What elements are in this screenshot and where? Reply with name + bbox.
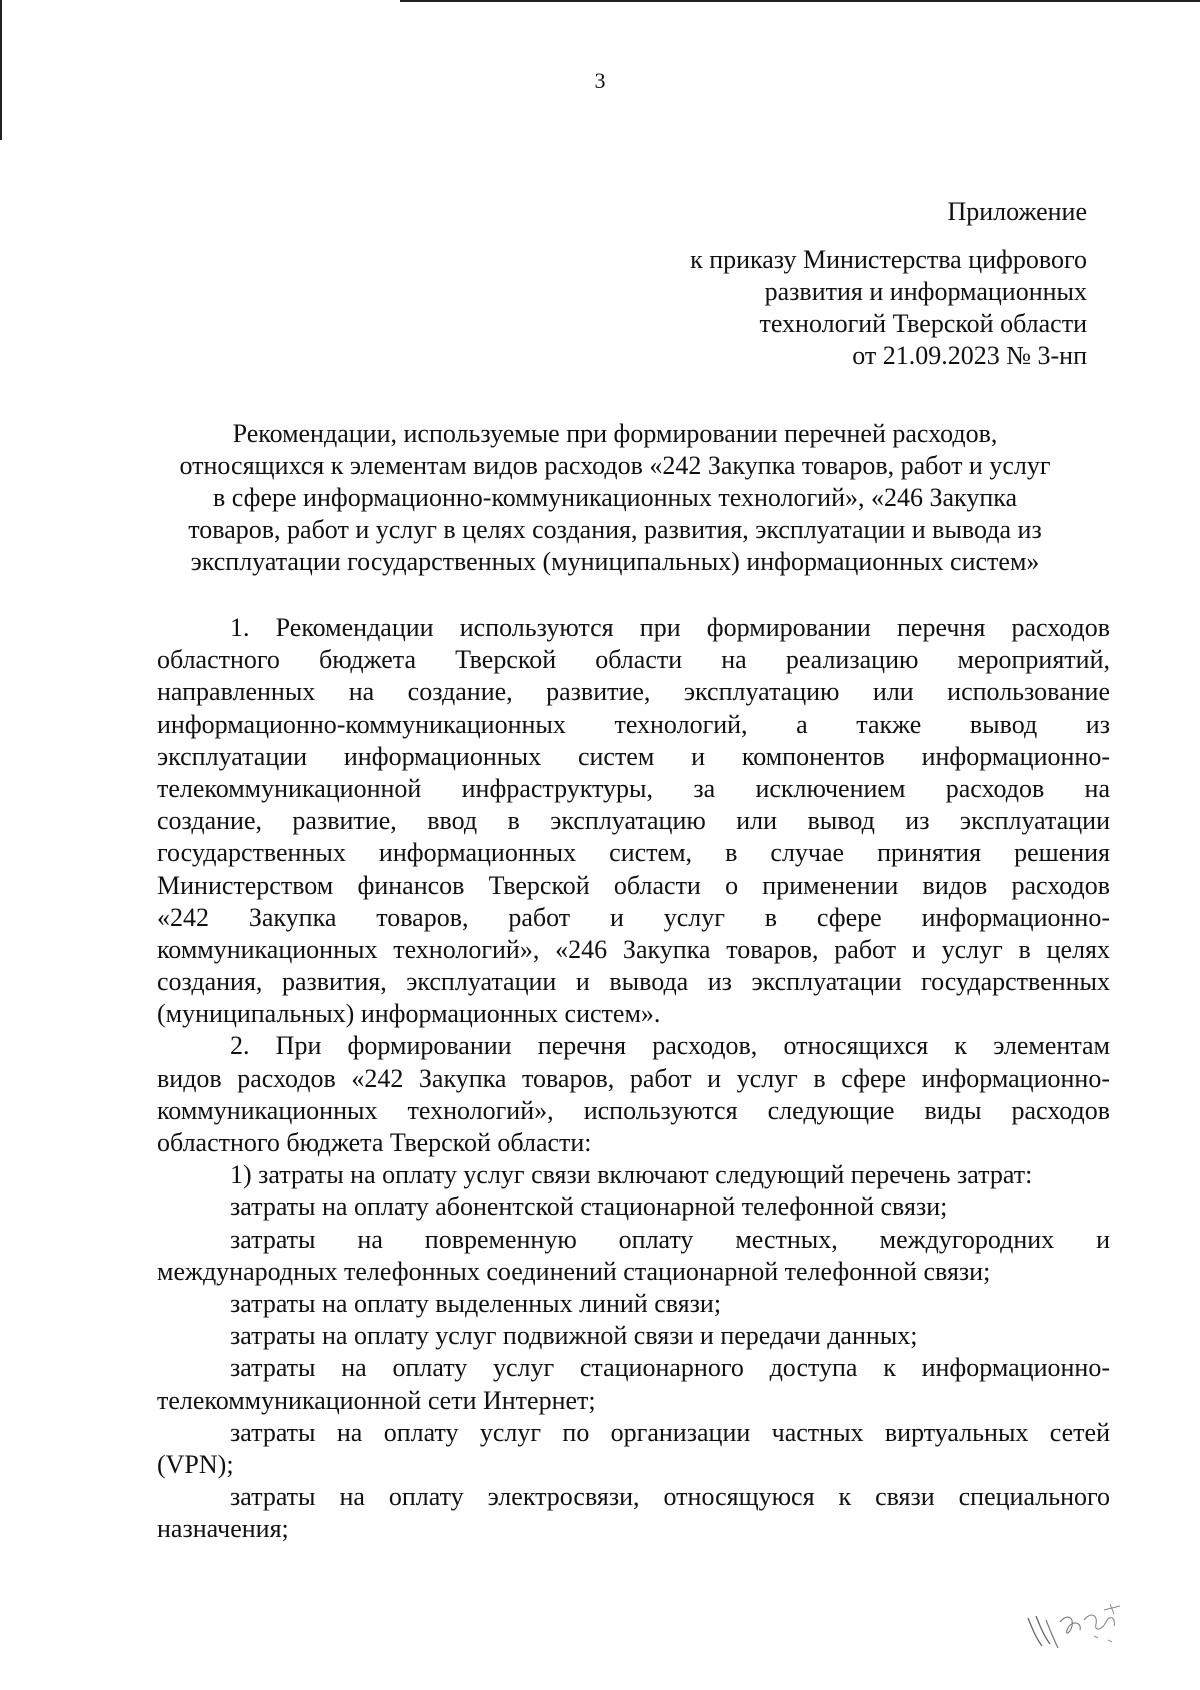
body-line: областного бюджета Тверской области на реализацию мероприятий, [157, 645, 1110, 675]
body-line: (муниципальных) информационных систем». [157, 999, 661, 1029]
body-line: затраты на оплату выделенных линий связи; [230, 1288, 722, 1318]
title-line: относящихся к элементам видов расходов «242 Закупка товаров, работ и услуг [179, 451, 1051, 480]
body-line: Министерством финансов Тверской области о применении видов расходов [157, 870, 1110, 900]
body-line: затраты на повременную оплату местных, междугородних и [230, 1224, 1110, 1254]
body-line: затраты на оплату услуг подвижной связи и передачи данных; [230, 1321, 918, 1351]
body-line: государственных информационных систем, в случае принятия решения [157, 838, 1110, 868]
document-title [150, 418, 1080, 578]
title-line: Рекомендации, используемые при формировании перечней расходов, [232, 419, 998, 448]
appendix-line: технологий Тверской области [759, 309, 1087, 338]
body-line: телекоммуникационной инфраструктуры, за исключением расходов на [157, 773, 1110, 803]
body-line: видов расходов «242 Закупка товаров, работ и услуг в сфере информационно- [157, 1063, 1110, 1093]
appendix-line: к приказу Министерства цифрового [690, 245, 1087, 274]
body-line: затраты на оплату услуг стационарного доступа к информационно- [230, 1353, 1110, 1383]
body-line: информационно-коммуникационных технологий, а также вывод из [157, 709, 1110, 739]
body-line: затраты на оплату электросвязи, относящуюся к связи специального [230, 1482, 1110, 1512]
title-line: товаров, работ и услуг в целях создания, развития, эксплуатации и вывода из [188, 515, 1042, 544]
body-line: коммуникационных технологий», используются следующие виды расходов [157, 1095, 1110, 1125]
appendix-line: развития и информационных [764, 277, 1087, 306]
body-line: «242 Закупка товаров, работ и услуг в сфере информационно- [157, 902, 1110, 932]
body-line: 2. При формировании перечня расходов, относящихся к элементам [230, 1031, 1110, 1061]
body-line: назначения; [157, 1514, 289, 1544]
body-line: коммуникационных технологий», «246 Закупка товаров, работ и услуг в целях [157, 934, 1110, 964]
scan-edge-top [400, 0, 1200, 2]
appendix-block [690, 196, 1087, 372]
body-line: затраты на оплату абонентской стационарной телефонной связи; [230, 1192, 948, 1222]
body-line: международных телефонных соединений стационарной телефонной связи; [157, 1256, 991, 1286]
page-number: 3 [594, 68, 606, 93]
body-line: создания, развития, эксплуатации и вывода из эксплуатации государственных [157, 967, 1110, 997]
appendix-title: Приложение [947, 197, 1087, 226]
body-line: затраты на оплату услуг по организации частных виртуальных сетей [230, 1417, 1110, 1447]
title-line: в сфере информационно-коммуникационных технологий», «246 Закупка [212, 483, 1018, 512]
handwritten-signature-icon [1024, 1600, 1134, 1660]
body-line: (VPN); [157, 1449, 234, 1479]
body-line: телекоммуникационной сети Интернет; [157, 1385, 596, 1415]
body-line: областного бюджета Тверской области: [157, 1128, 592, 1157]
document-body [157, 612, 1110, 1545]
body-line: создание, развитие, ввод в эксплуатацию или вывод из эксплуатации [157, 806, 1110, 836]
body-line: эксплуатации информационных систем и компонентов информационно- [157, 741, 1110, 771]
body-line: направленных на создание, развитие, эксплуатацию или использование [157, 677, 1110, 707]
body-line: 1. Рекомендации используются при формировании перечня расходов [230, 613, 1110, 642]
appendix-line: от 21.09.2023 № 3-нп [852, 341, 1087, 370]
title-line: эксплуатации государственных (муниципальных) информационных систем» [190, 547, 1040, 576]
body-line: 1) затраты на оплату услуг связи включают следующий перечень затрат: [230, 1160, 1033, 1190]
